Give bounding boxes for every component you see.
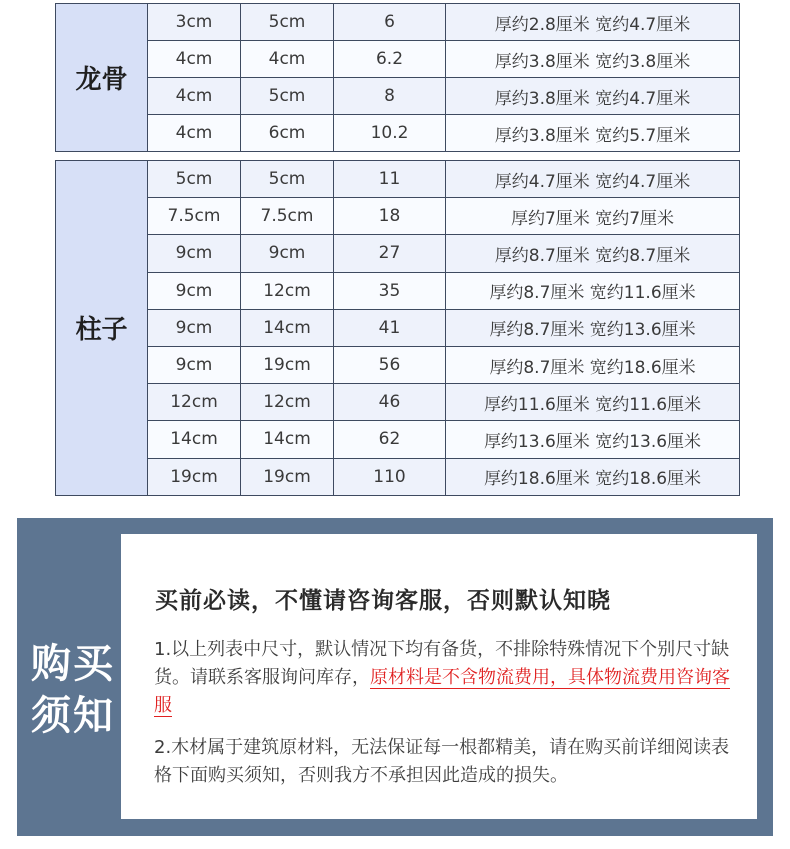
pillar-table-row (56, 272, 740, 309)
keel-table-row (56, 78, 740, 115)
notice-label-line2: 须知 (31, 693, 115, 739)
pillar-cell-col1: 9cm (148, 309, 241, 346)
pillar-cell-col2: 12cm (241, 272, 334, 309)
keel-table-row (56, 4, 740, 41)
notice-label-line1: 购买 (31, 641, 115, 687)
pillar-cell-col3: 62 (334, 421, 446, 458)
pillar-cell-col2: 14cm (241, 421, 334, 458)
pillar-cell-col2: 12cm (241, 384, 334, 421)
pillar-cell-col3: 110 (334, 458, 446, 495)
keel-cell-col3: 6 (334, 4, 446, 41)
pillar-cell-col2: 5cm (241, 161, 334, 198)
pillar-cell-col4: 厚约13.6厘米 宽约13.6厘米 (446, 421, 740, 458)
keel-cell-col1: 3cm (148, 4, 241, 41)
keel-cell-col4: 厚约2.8厘米 宽约4.7厘米 (446, 4, 740, 41)
keel-table-body (56, 4, 740, 152)
keel-table-row (56, 41, 740, 78)
pillar-table-row (56, 346, 740, 383)
notice-item-1-highlight: 原材料是不含物流费用，具体物流费用咨询客服 (154, 667, 730, 716)
pillar-cell-col3: 46 (334, 384, 446, 421)
pillar-cell-col2: 19cm (241, 458, 334, 495)
pillar-table-row (56, 198, 740, 235)
pillar-cell-col3: 35 (334, 272, 446, 309)
pillar-cell-col3: 11 (334, 161, 446, 198)
keel-cell-col1: 4cm (148, 78, 241, 115)
pillar-cell-col2: 19cm (241, 346, 334, 383)
pillar-cell-col3: 56 (334, 346, 446, 383)
pillar-table-body (56, 161, 740, 496)
pillar-size-table (55, 160, 740, 496)
keel-cell-col4: 厚约3.8厘米 宽约5.7厘米 (446, 115, 740, 152)
pillar-cell-col4: 厚约4.7厘米 宽约4.7厘米 (446, 161, 740, 198)
keel-cell-col4: 厚约3.8厘米 宽约4.7厘米 (446, 78, 740, 115)
purchase-notice-panel (17, 518, 773, 836)
pillar-table-row (56, 161, 740, 198)
pillar-table-row (56, 235, 740, 272)
pillar-cell-col1: 9cm (148, 272, 241, 309)
notice-card (121, 534, 757, 819)
keel-table-row (56, 115, 740, 152)
keel-cell-col3: 6.2 (334, 41, 446, 78)
pillar-cell-col1: 9cm (148, 235, 241, 272)
pillar-cell-col1: 19cm (148, 458, 241, 495)
pillar-cell-col1: 9cm (148, 346, 241, 383)
pillar-cell-col4: 厚约11.6厘米 宽约11.6厘米 (446, 384, 740, 421)
pillar-table-row (56, 458, 740, 495)
keel-size-table (55, 3, 740, 152)
keel-cell-col1: 4cm (148, 115, 241, 152)
pillar-cell-col4: 厚约8.7厘米 宽约18.6厘米 (446, 346, 740, 383)
pillar-cell-col4: 厚约18.6厘米 宽约18.6厘米 (446, 458, 740, 495)
keel-cell-col2: 4cm (241, 41, 334, 78)
keel-cell-col3: 8 (334, 78, 446, 115)
notice-item-2: 2.木材属于建筑原材料，无法保证每一根都精美，请在购买前详细阅读表格下面购买须知，否则我方不承担因此造成的损失。 (154, 737, 730, 786)
notice-item-1 (154, 636, 734, 720)
pillar-cell-col1: 7.5cm (148, 198, 241, 235)
notice-title: 买前必读，不懂请咨询客服，否则默认知晓 (155, 588, 611, 614)
keel-group-label: 龙骨 (56, 4, 148, 152)
keel-cell-col2: 5cm (241, 4, 334, 41)
pillar-cell-col1: 12cm (148, 384, 241, 421)
pillar-group-label: 柱子 (56, 161, 148, 496)
pillar-cell-col3: 27 (334, 235, 446, 272)
keel-cell-col3: 10.2 (334, 115, 446, 152)
pillar-cell-col3: 18 (334, 198, 446, 235)
pillar-table-row (56, 309, 740, 346)
notice-item-1-text: 1.以上列表中尺寸，默认情况下均有备货，不排除特殊情况下个别尺寸缺货。请联系客服询问库存， (154, 639, 730, 688)
pillar-cell-col2: 14cm (241, 309, 334, 346)
pillar-cell-col1: 14cm (148, 421, 241, 458)
keel-cell-col1: 4cm (148, 41, 241, 78)
pillar-table-row (56, 421, 740, 458)
keel-cell-col2: 5cm (241, 78, 334, 115)
pillar-cell-col3: 41 (334, 309, 446, 346)
pillar-cell-col4: 厚约8.7厘米 宽约13.6厘米 (446, 309, 740, 346)
pillar-table-row (56, 384, 740, 421)
keel-cell-col2: 6cm (241, 115, 334, 152)
notice-label (27, 638, 119, 742)
pillar-cell-col1: 5cm (148, 161, 241, 198)
pillar-cell-col2: 7.5cm (241, 198, 334, 235)
pillar-cell-col4: 厚约8.7厘米 宽约8.7厘米 (446, 235, 740, 272)
pillar-cell-col4: 厚约8.7厘米 宽约11.6厘米 (446, 272, 740, 309)
pillar-cell-col4: 厚约7厘米 宽约7厘米 (446, 198, 740, 235)
keel-cell-col4: 厚约3.8厘米 宽约3.8厘米 (446, 41, 740, 78)
pillar-cell-col2: 9cm (241, 235, 334, 272)
